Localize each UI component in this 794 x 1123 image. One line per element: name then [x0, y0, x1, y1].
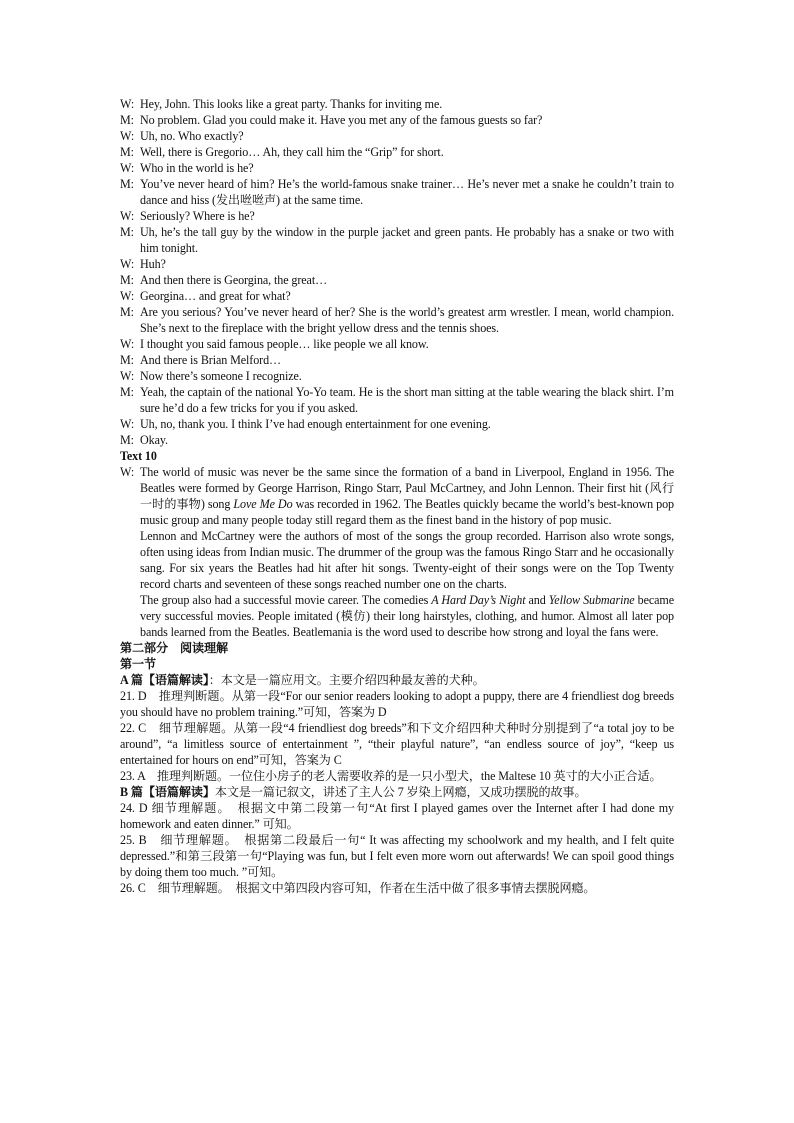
speaker-label: W:: [120, 417, 135, 431]
dialogue-line: [120, 384, 674, 416]
answer-23: 23. A 推理判断题。一位住小房子的老人需要收养的是一只小型犬，the Maltese 10 英寸的大小正合适。: [120, 769, 662, 783]
dialogue-line: [120, 416, 674, 432]
speaker-label: W:: [120, 369, 135, 383]
movie-title: Yellow Submarine: [548, 593, 635, 607]
dialogue-text: Okay.: [140, 433, 168, 447]
speaker-label: W:: [120, 129, 135, 143]
answer-22: 22. C 细节理解题。从第一段“4 friendliest dog breeds”和下文介绍四种犬种时分别提到了“a total joy to be around”, “a limitless source of entertainment ”, “their playful nature”, “an endless source of joy”, “keep us entertained for hours on end”可知，答案为 C: [120, 721, 674, 767]
dialogue-line: [120, 144, 674, 160]
dialogue-text: Who in the world is he?: [140, 161, 254, 175]
dialogue-line: [120, 112, 674, 128]
speaker-label: W:: [120, 289, 135, 303]
dialogue-line: [120, 304, 674, 336]
speaker-label: W:: [120, 209, 135, 223]
speaker-label: M:: [120, 353, 134, 367]
passage-a-label: A 篇【语篇解读】: [120, 673, 209, 687]
answer-24: 24. D 细节理解题。 根据文中第二段第一句“At first I played games over the Internet after I had done my homework and eaten dinner.” 可知。: [120, 801, 674, 831]
speaker-label: W:: [120, 257, 135, 271]
passage-a-intro: A 篇【语篇解读】：本文是一篇应用文。主要介绍四种最友善的犬种。: [120, 673, 485, 687]
answer-25: 25. B 细节理解题。 根据第二段最后一句“ It was affecting my schoolwork and my health, and I felt quite depressed.”和第三段第一句“Playing was fun, but I felt even more worn out afterwards! We can spoil good things by doing them too much. ”可知。: [120, 833, 674, 879]
dialogue-line: [120, 256, 674, 272]
speaker-label: M:: [120, 433, 134, 447]
dialogue-text: Georgina… and great for what?: [140, 289, 291, 303]
speaker-label: M:: [120, 385, 134, 399]
dialogue-text: You’ve never heard of him? He’s the world-famous snake trainer… He’s never met a snake he couldn’t train to dance and hiss (发出咝咝声) at the same time.: [140, 177, 674, 207]
dialogue-text: Well, there is Gregorio… Ah, they call him the “Grip” for short.: [140, 145, 444, 159]
dialogue-line: [120, 160, 674, 176]
movie-title: A Hard Day’s Night: [431, 593, 526, 607]
dialogue-text: Are you serious? You’ve never heard of her? She is the world’s greatest arm wrestler. I mean, world champion. She’s next to the fireplace with the bright yellow dress and the tennis shoes.: [140, 305, 674, 335]
passage-b-label: B 篇【语篇解读】: [120, 785, 215, 799]
speaker-label: M:: [120, 177, 134, 191]
dialogue-text: Yeah, the captain of the national Yo-Yo team. He is the short man sitting at the table wearing the black shirt. I’m sure he’d do a few tricks for you if you asked.: [140, 385, 674, 415]
dialogue-line: [120, 208, 674, 224]
dialogue-text: Uh, no. Who exactly?: [140, 129, 244, 143]
dialogue-text: And there is Brian Melford…: [140, 353, 282, 367]
speaker-label: M:: [120, 145, 134, 159]
part2-heading: 第二部分 阅读理解: [120, 641, 228, 655]
dialogue-line: [120, 336, 674, 352]
passage-b-intro: B 篇【语篇解读】本文是一篇记叙文，讲述了主人公 7 岁染上网瘾，又成功摆脱的故事。: [120, 785, 587, 799]
dialogue-text: No problem. Glad you could make it. Have you met any of the famous guests so far?: [140, 113, 543, 127]
speaker-label: W:: [120, 161, 135, 175]
answer-26: 26. C 细节理解题。 根据文中第四段内容可知，作者在生活中做了很多事情去摆脱网瘾。: [120, 881, 596, 895]
dialogue-line: [120, 128, 674, 144]
speaker-label: W:: [120, 465, 135, 479]
dialogue-line: [120, 368, 674, 384]
dialogue-line: [120, 432, 674, 448]
dialogue: [120, 96, 674, 448]
dialogue-line: [120, 224, 674, 256]
dialogue-text: Seriously? Where is he?: [140, 209, 255, 223]
dialogue-text: Huh?: [140, 257, 166, 271]
dialogue-text: Hey, John. This looks like a great party. Thanks for inviting me.: [140, 97, 443, 111]
dialogue-text: Now there’s someone I recognize.: [140, 369, 302, 383]
speaker-label: W:: [120, 97, 135, 111]
dialogue-text: Uh, no, thank you. I think I’ve had enough entertainment for one evening.: [140, 417, 491, 431]
dialogue-line: [120, 96, 674, 112]
document-body: [120, 96, 674, 896]
dialogue-text: Uh, he’s the tall guy by the window in the purple jacket and green pants. He probably has a snake or two with him tonight.: [140, 225, 674, 255]
text10-paragraph-2: Lennon and McCartney were the authors of most of the songs the group recorded. Harrison also wrote songs, often using ideas from Indian music. The drummer of the group was the famous Ringo Starr and he occasionally sang. For six years the Beatles had hit after hit songs. Twenty-eight of their songs were on the Top Twenty record charts and seventeen of these songs reached number one on the charts.: [140, 529, 674, 591]
speaker-label: M:: [120, 225, 134, 239]
answer-21: 21. D 推理判断题。从第一段“For our senior readers looking to adopt a puppy, there are 4 friendliest dog breeds you should have no problem training.”可知，答案为 D: [120, 689, 674, 719]
section-heading: 第一节: [120, 657, 156, 671]
text10-paragraph-1: W: The world of music was never be the same since the formation of a band in Liverpool, England in 1956. The Beatles were formed by George Harrison, Ringo Starr, Paul McCartney, and John Lennon. Their first hit (风行一时的事物) song Love Me Do was recorded in 1962. The Beatles quickly became the world’s best-known pop music group and many people today still regard them as the finest band in the history of pop music.: [120, 465, 674, 527]
dialogue-line: [120, 272, 674, 288]
dialogue-line: [120, 352, 674, 368]
dialogue-text: And then there is Georgina, the great…: [140, 273, 328, 287]
text10-paragraph-3: The group also had a successful movie career. The comedies A Hard Day’s Night and Yellow Submarine became very successful movies. People imitated (模仿) their long hairstyles, clothing, and humor. Almost all later pop bands learned from the Beatles. Beatlemania is the word used to describe how strong and loyal the fans were.: [140, 593, 674, 639]
text10-heading: Text 10: [120, 449, 157, 463]
dialogue-line: [120, 176, 674, 208]
speaker-label: M:: [120, 273, 134, 287]
speaker-label: W:: [120, 337, 135, 351]
dialogue-line: [120, 288, 674, 304]
speaker-label: M:: [120, 305, 134, 319]
song-title: Love Me Do: [233, 497, 293, 511]
dialogue-text: I thought you said famous people… like people we all know.: [140, 337, 429, 351]
speaker-label: M:: [120, 113, 134, 127]
